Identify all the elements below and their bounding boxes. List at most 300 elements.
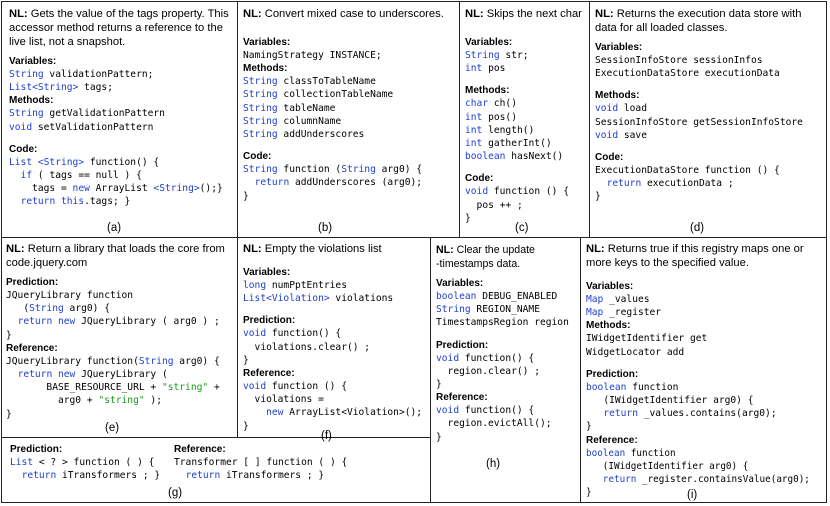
- panel-g-reference: [174, 443, 428, 488]
- code-token: NamingStrategy INSTANCE;: [243, 50, 382, 61]
- nl-description: NL: Clear the update -timestamps data.: [436, 244, 535, 270]
- code-token: [6, 369, 18, 380]
- keyword-token: void: [595, 103, 619, 115]
- code-token: setValidationPattern: [32, 121, 154, 133]
- code-token: [9, 196, 21, 207]
- code-token: }: [436, 431, 442, 443]
- keyword-token: new: [266, 407, 284, 419]
- code-line: [243, 292, 428, 305]
- code-line: [6, 302, 235, 315]
- row-divider: [2, 437, 430, 438]
- methods-list: [465, 97, 587, 163]
- methods-heading: Methods:: [586, 320, 631, 332]
- keyword-token: long: [243, 280, 267, 291]
- reference-code: [6, 355, 235, 421]
- code-line: [595, 102, 824, 115]
- code-line: [465, 185, 587, 198]
- code-line: [465, 62, 587, 75]
- code-token: JQueryLibrary (: [75, 369, 168, 381]
- code-line: [243, 128, 457, 141]
- code-token: );: [144, 395, 162, 407]
- code-line: [243, 115, 457, 128]
- code-token: _register.containsValue(arg0);: [636, 474, 810, 486]
- code-line: [6, 329, 235, 342]
- code-token: _values: [603, 294, 650, 305]
- variables-heading: Variables:: [595, 42, 643, 53]
- code-token: DEBUG_ENABLED: [476, 291, 558, 302]
- code-line: [9, 121, 235, 134]
- code-token: violations =: [243, 394, 324, 406]
- code-line: [586, 447, 826, 460]
- code-token: str;: [499, 50, 529, 61]
- code-line: [586, 460, 826, 473]
- code-line: [586, 407, 826, 420]
- keyword-token: <String>: [153, 183, 200, 195]
- code-line: [586, 293, 826, 306]
- code-line: [436, 290, 578, 303]
- code-line: [595, 54, 824, 67]
- string-token: "string": [161, 382, 209, 394]
- variables-list: [243, 279, 428, 305]
- code-token: [586, 474, 603, 485]
- code-line: [243, 190, 457, 203]
- keyword-token: void: [9, 121, 33, 133]
- code-token: violations.clear() ;: [243, 341, 371, 353]
- code-line: [9, 169, 235, 182]
- methods-heading: Methods:: [9, 95, 54, 107]
- panel-label-g: (g): [168, 487, 183, 499]
- code-token: ExecutionDataStore executionData: [595, 68, 780, 80]
- keyword-token: List<Violation>: [243, 293, 330, 305]
- code-line: [6, 315, 235, 328]
- code-token: ();}: [199, 183, 223, 195]
- code-line: [9, 156, 235, 169]
- code-line: [6, 355, 235, 368]
- code-token: .tags; }: [84, 196, 131, 208]
- code-token: ch(): [488, 98, 517, 110]
- keyword-token: boolean: [436, 291, 477, 302]
- code-token: tableName: [277, 102, 336, 114]
- variables-list: [595, 54, 824, 80]
- code-line: [586, 473, 826, 486]
- code-line: [465, 150, 587, 163]
- keyword-token: return: [17, 316, 53, 328]
- code-block: [465, 185, 587, 225]
- code-token: REGION_NAME: [470, 304, 540, 316]
- code-heading: Code:: [9, 143, 38, 155]
- code-token: (IWidgetIdentifier arg0) {: [586, 395, 754, 407]
- code-token: +: [208, 382, 220, 394]
- column-divider: [589, 2, 590, 237]
- code-line: [6, 394, 235, 407]
- panel-g-prediction: [10, 443, 170, 488]
- code-token: pos ++ ;: [465, 199, 523, 211]
- code-line: [243, 88, 457, 101]
- code-token: [9, 170, 21, 181]
- keyword-token: boolean: [586, 447, 626, 459]
- keyword-token: String: [9, 108, 44, 120]
- code-token: arg0 +: [6, 395, 99, 407]
- code-token: Transformer [ ] function ( ) {: [174, 457, 348, 468]
- code-token: length(): [482, 124, 535, 136]
- code-token: ArrayList<Violation>();: [283, 407, 423, 419]
- nl-description: NL: Empty the violations list: [243, 243, 382, 255]
- keyword-token: void: [243, 381, 267, 393]
- code-line: [465, 137, 587, 150]
- reference-heading: Reference:: [174, 444, 226, 455]
- keyword-token: String: [243, 164, 278, 176]
- panel-h: [436, 243, 578, 500]
- keyword-token: List<String>: [9, 82, 79, 94]
- keyword-token: this: [61, 196, 85, 208]
- keyword-token: String: [243, 76, 278, 88]
- code-line: [436, 417, 578, 430]
- code-token: iTransformers ; }: [56, 470, 161, 482]
- code-token: function: [626, 381, 679, 393]
- code-token: ArrayList: [89, 183, 154, 195]
- keyword-token: int: [465, 138, 483, 150]
- code-token: arg0) {: [173, 355, 220, 367]
- keyword-token: return: [254, 177, 290, 189]
- code-token: getValidationPattern: [43, 108, 165, 120]
- code-line: [586, 381, 826, 394]
- keyword-token: char: [465, 98, 489, 110]
- code-token: load: [618, 103, 647, 115]
- code-token: (: [6, 303, 30, 315]
- panel-label-h: (h): [486, 458, 501, 470]
- code-line: [595, 177, 824, 190]
- methods-heading: Methods:: [595, 90, 640, 102]
- code-token: [243, 177, 255, 188]
- code-token: SessionInfoStore getSessionInfoStore: [595, 116, 803, 128]
- keyword-token: return: [606, 178, 642, 190]
- code-line: [595, 129, 824, 142]
- code-block: [243, 163, 457, 203]
- panel-a: [9, 7, 235, 235]
- keyword-token: new: [58, 316, 76, 328]
- nl-description: NL: Return a library that loads the core from code.jquery.com: [6, 243, 228, 269]
- methods-list: [586, 332, 826, 358]
- variables-list: [465, 49, 587, 75]
- code-line: [586, 332, 826, 345]
- code-token: function (: [277, 164, 342, 176]
- panel-label-e: (e): [105, 422, 120, 434]
- code-line: [243, 341, 428, 354]
- code-line: [243, 102, 457, 115]
- keyword-token: return: [602, 474, 637, 486]
- variables-list: [243, 49, 457, 62]
- code-line: [436, 404, 578, 417]
- nl-description: NL: Returns the execution data store with data for all loaded classes.: [595, 8, 805, 34]
- keyword-token: String: [465, 50, 500, 61]
- code-token: tags;: [78, 82, 113, 94]
- code-token: violations: [329, 293, 394, 305]
- code-line: [9, 68, 235, 81]
- reference-heading: Reference:: [586, 434, 638, 446]
- code-token: function() {: [459, 352, 535, 364]
- code-line: [465, 97, 587, 110]
- variables-heading: Variables:: [465, 37, 513, 48]
- variables-heading: Variables:: [243, 267, 291, 278]
- code-token: function() {: [459, 405, 535, 417]
- keyword-token: String: [138, 355, 174, 367]
- code-line: [243, 393, 428, 406]
- code-block: [595, 164, 824, 204]
- prediction-code: [6, 289, 235, 342]
- code-token: [6, 316, 18, 327]
- code-line: [436, 365, 578, 378]
- code-token: numPptEntries: [266, 280, 347, 291]
- code-token: function() {: [266, 328, 342, 340]
- keyword-token: String: [436, 304, 471, 316]
- code-token: pos(): [482, 111, 517, 123]
- code-line: [586, 420, 826, 433]
- code-token: < ? > function ( ) {: [33, 457, 155, 468]
- keyword-token: void: [595, 129, 619, 141]
- code-token: region.clear() ;: [436, 365, 540, 377]
- keyword-token: String: [9, 69, 44, 80]
- panel-d: [595, 7, 824, 235]
- nl-description: NL: Convert mixed case to underscores.: [243, 8, 444, 20]
- code-heading: Code:: [243, 151, 272, 163]
- variables-heading: Variables:: [9, 56, 57, 67]
- code-token: save: [618, 129, 647, 141]
- variables-heading: Variables:: [436, 278, 484, 289]
- code-line: [174, 469, 428, 482]
- nl-description: NL: Skips the next char: [465, 8, 582, 20]
- keyword-token: String: [243, 115, 278, 127]
- code-token: [586, 408, 603, 419]
- code-line: [436, 303, 578, 316]
- code-token: JQueryLibrary function: [6, 290, 134, 301]
- code-line: [9, 81, 235, 94]
- code-heading: Code:: [465, 173, 494, 185]
- panel-c: [465, 7, 587, 235]
- code-line: [436, 316, 578, 329]
- panel-e: [6, 242, 235, 435]
- keyword-token: void: [436, 405, 460, 417]
- code-line: [595, 67, 824, 80]
- prediction-heading: Prediction:: [436, 339, 489, 351]
- code-token: function () {: [488, 186, 569, 198]
- code-line: [465, 111, 587, 124]
- code-line: [10, 469, 170, 482]
- code-line: [6, 289, 235, 302]
- code-token: classToTableName: [277, 76, 376, 88]
- keyword-token: void: [436, 352, 460, 364]
- code-token: (IWidgetIdentifier arg0) {: [586, 460, 749, 472]
- keyword-token: String: [243, 102, 278, 114]
- variables-heading: Variables:: [243, 37, 291, 48]
- panel-label-a: (a): [107, 222, 122, 234]
- keyword-token: boolean: [586, 381, 627, 393]
- panel-label-i: (i): [687, 489, 698, 501]
- code-token: iTransformers ; }: [220, 470, 325, 482]
- prediction-heading: Prediction:: [6, 277, 59, 288]
- code-token: [10, 470, 22, 481]
- keyword-token: if: [20, 170, 33, 182]
- methods-list: [243, 75, 457, 141]
- code-token: ExecutionDataStore function () {: [595, 165, 780, 177]
- panel-label-c: (c): [515, 222, 529, 234]
- code-line: [6, 368, 235, 381]
- reference-code: [436, 404, 578, 444]
- code-token: }: [586, 421, 592, 433]
- reference-heading: Reference:: [436, 392, 488, 404]
- code-token: function() {: [84, 156, 160, 168]
- variables-heading: Variables:: [586, 281, 634, 292]
- code-token: }: [243, 354, 249, 366]
- code-line: [595, 164, 824, 177]
- code-token: [243, 407, 266, 418]
- keyword-token: int: [465, 124, 483, 136]
- code-token: function: [625, 447, 676, 459]
- code-line: [9, 107, 235, 120]
- reference-code: [586, 447, 826, 500]
- column-divider: [430, 237, 431, 502]
- code-line: [9, 182, 235, 195]
- column-divider: [237, 237, 238, 437]
- code-line: [595, 190, 824, 203]
- code-token: TimestampsRegion region: [436, 317, 569, 329]
- keyword-token: return: [17, 369, 53, 381]
- keyword-token: return: [20, 196, 56, 208]
- column-divider: [237, 2, 238, 237]
- prediction-code: [586, 381, 826, 434]
- code-token: validationPattern;: [43, 69, 154, 80]
- code-line: [436, 431, 578, 444]
- code-line: [243, 420, 428, 433]
- code-token: }: [243, 420, 249, 432]
- prediction-code: [436, 352, 578, 392]
- code-line: [243, 49, 457, 62]
- code-token: gatherInt(): [482, 138, 552, 150]
- code-token: function () {: [266, 381, 347, 393]
- string-token: "string": [98, 395, 145, 407]
- variables-list: [586, 293, 826, 319]
- keyword-token: void: [465, 186, 489, 198]
- keyword-token: new: [58, 369, 76, 381]
- nl-description: NL: Returns true if this registry maps one or more keys to the specified value.: [586, 243, 807, 269]
- prediction-heading: Prediction:: [243, 315, 296, 327]
- keyword-token: int: [465, 63, 483, 75]
- code-token: }: [6, 408, 12, 420]
- code-token: _values.contains(arg0);: [637, 408, 777, 420]
- code-line: [243, 354, 428, 367]
- code-token: hasNext(): [505, 151, 564, 163]
- panel-label-f: (f): [321, 430, 332, 442]
- panel-label-d: (d): [690, 222, 705, 234]
- code-line: [10, 456, 170, 469]
- prediction-code: [243, 327, 428, 367]
- keyword-token: boolean: [465, 151, 506, 163]
- prediction-heading: Prediction:: [586, 368, 639, 380]
- code-line: [243, 176, 457, 189]
- code-line: [436, 352, 578, 365]
- code-token: JQueryLibrary ( arg0 ) ;: [75, 316, 220, 328]
- keyword-token: String: [29, 303, 64, 315]
- keyword-token: return: [603, 408, 638, 420]
- methods-heading: Methods:: [465, 85, 510, 97]
- code-token: IWidgetIdentifier get: [586, 333, 708, 345]
- methods-list: [595, 102, 824, 142]
- code-token: }: [243, 190, 249, 202]
- code-token: collectionTableName: [277, 89, 394, 101]
- code-line: [243, 380, 428, 393]
- code-token: }: [586, 487, 592, 499]
- column-divider: [580, 237, 581, 502]
- prediction-heading: Prediction:: [10, 444, 63, 455]
- code-token: addUnderscores (arg0);: [289, 177, 423, 189]
- methods-heading: Methods:: [243, 63, 288, 75]
- code-line: [595, 116, 824, 129]
- code-line: [436, 378, 578, 391]
- keyword-token: void: [243, 328, 267, 340]
- code-token: arg0) {: [375, 164, 423, 176]
- code-token: BASE_RESOURCE_URL +: [6, 382, 162, 394]
- panel-b: [243, 7, 457, 235]
- code-heading: Code:: [595, 152, 624, 164]
- code-token: }: [436, 379, 442, 391]
- keyword-token: return: [21, 470, 57, 482]
- reference-code: [174, 456, 428, 482]
- code-line: [586, 346, 826, 359]
- code-token: }: [465, 212, 471, 224]
- keyword-token: Map: [586, 294, 604, 305]
- keyword-token: List <String>: [9, 156, 85, 168]
- code-block: [9, 156, 235, 209]
- code-line: [243, 279, 428, 292]
- code-token: arg0) {: [63, 303, 110, 315]
- keyword-token: String: [243, 129, 278, 141]
- code-line: [243, 75, 457, 88]
- code-token: [174, 470, 186, 481]
- code-line: [243, 163, 457, 176]
- code-token: [595, 178, 607, 189]
- code-line: [6, 408, 235, 421]
- keyword-token: List: [10, 457, 34, 468]
- code-line: [586, 486, 826, 499]
- methods-list: [9, 107, 235, 133]
- keyword-token: Map: [586, 307, 604, 319]
- code-line: [174, 456, 428, 469]
- code-examples-figure: [1, 1, 827, 503]
- variables-list: [9, 68, 235, 94]
- panel-label-b: (b): [318, 222, 333, 234]
- nl-description: NL: Gets the value of the tags property. This accessor method returns a reference to the live list, not a snapshot.: [9, 8, 232, 48]
- panel-i: [586, 242, 826, 502]
- code-token: _register: [603, 307, 662, 319]
- reference-heading: Reference:: [243, 368, 295, 380]
- code-line: [243, 406, 428, 419]
- prediction-code: [10, 456, 170, 482]
- reference-code: [243, 380, 428, 433]
- row-divider: [2, 237, 826, 238]
- code-token: executionData ;: [641, 178, 734, 190]
- code-line: [9, 195, 235, 208]
- code-line: [465, 49, 587, 62]
- code-line: [586, 394, 826, 407]
- code-token: JQueryLibrary function(: [6, 355, 139, 367]
- code-token: ( tags == null ) {: [32, 170, 142, 182]
- keyword-token: return: [185, 470, 221, 482]
- variables-list: [436, 290, 578, 330]
- code-token: tags =: [9, 183, 73, 195]
- code-token: }: [6, 329, 12, 341]
- code-line: [465, 199, 587, 212]
- panel-f: [243, 242, 428, 435]
- column-divider: [459, 2, 460, 237]
